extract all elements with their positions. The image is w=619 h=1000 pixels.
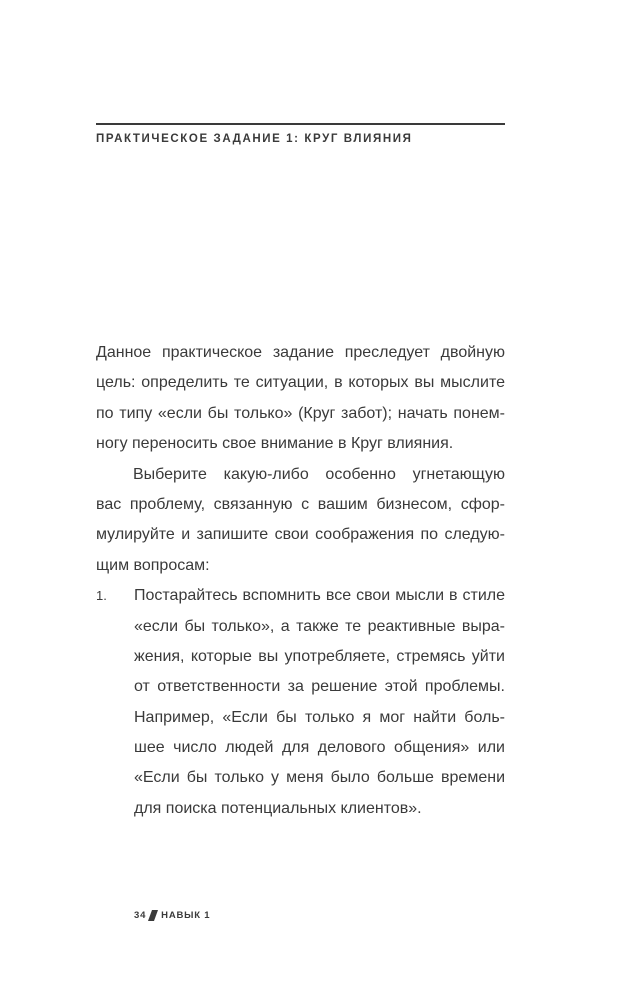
page-footer [134,910,210,921]
body-text [96,338,505,824]
text-line: от ответственности за решение этой проблемы. [134,678,505,696]
section-name: НАВЫК 1 [161,910,211,921]
text-line: Выберите какую-либо особенно угнетающую [133,465,505,483]
text-line: цель: определить те ситуации, в которых вы мыслите [96,374,505,392]
text-line: ногу переносить свое внимание в Круг влияния. [96,435,454,453]
text-line: вас проблему, связанную с вашим бизнесом, сфор- [96,495,505,513]
page-number: 34 [134,910,147,921]
list-item-number: 1. [96,588,107,604]
text-line: мулируйте и запишите свои соображения по следую- [96,526,505,544]
paragraph-1 [96,338,505,460]
paragraph-2 [96,460,505,582]
slash-separator-icon [148,910,158,921]
text-line: Например, «Если бы только я мог найти боль- [134,708,505,726]
text-line: для поиска потенциальных клиентов». [134,799,422,817]
page-header-title: ПРАКТИЧЕСКОЕ ЗАДАНИЕ 1: КРУГ ВЛИЯНИЯ [96,133,413,145]
text-line: «Если бы только у меня было больше времени [134,769,505,787]
text-line: «если бы только», а также те реактивные выра- [134,617,505,635]
text-line: щим вопросам: [96,556,210,574]
text-line: по типу «если бы только» (Круг забот); начать понем- [96,404,505,422]
text-line: Постарайтесь вспомнить все свои мысли в стиле [134,587,505,605]
list-item [96,581,505,824]
header-rule [96,123,505,125]
text-line: Данное практическое задание преследует двойную [96,344,505,361]
text-line: жения, которые вы употребляете, стремясь уйти [134,647,505,665]
text-line: шее число людей для делового общения» или [134,739,505,757]
